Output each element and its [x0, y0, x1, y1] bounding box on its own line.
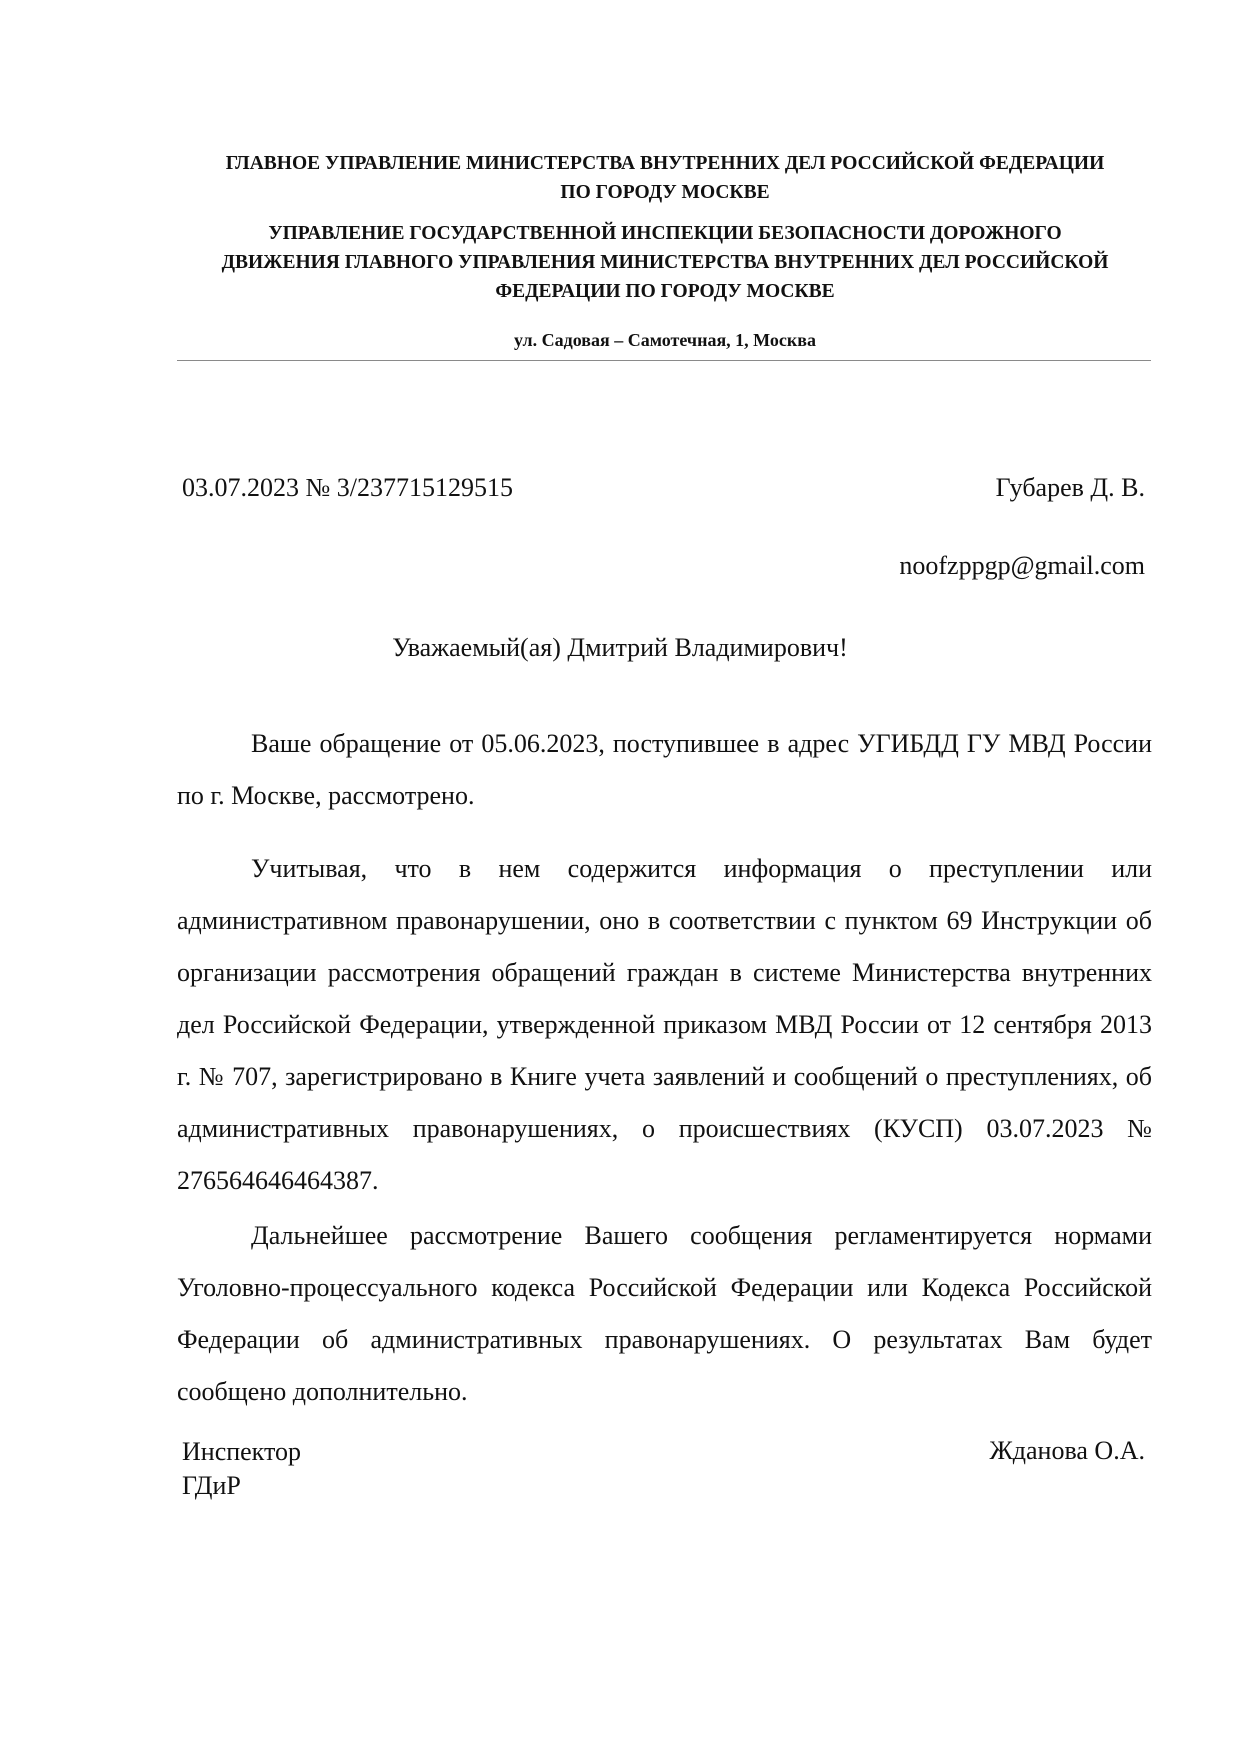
registration-number: 03.07.2023 № 3/237715129515: [182, 473, 514, 502]
agency-address: ул. Садовая – Самотечная, 1, Москва: [513, 330, 817, 350]
division-name-line-2: ДВИЖЕНИЯ ГЛАВНОГО УПРАВЛЕНИЯ МИНИСТЕРСТВА ВНУТРЕННИХ ДЕЛ РОССИЙСКОЙ: [221, 252, 1109, 273]
division-name-line-1: УПРАВЛЕНИЕ ГОСУДАРСТВЕННОЙ ИНСПЕКЦИИ БЕЗОПАСНОСТИ ДОРОЖНОГО: [268, 223, 1062, 244]
body-paragraph: Ваше обращение от 05.06.2023, поступившее в адрес УГИБДД ГУ МВД России по г. Москве, рассмотрено.: [177, 729, 1152, 810]
body-paragraph-3-block: [177, 1210, 1152, 1418]
signatory-name: Жданова О.А.: [989, 1436, 1145, 1465]
recipient-name: Губарев Д. В.: [995, 473, 1145, 502]
body-paragraph-2-block: [177, 843, 1152, 1207]
agency-name-line-1: ГЛАВНОЕ УПРАВЛЕНИЕ МИНИСТЕРСТВА ВНУТРЕННИХ ДЕЛ РОССИЙСКОЙ ФЕДЕРАЦИИ: [225, 153, 1105, 174]
greeting: Уважаемый(ая) Дмитрий Владимирович!: [392, 633, 848, 662]
header-divider: [177, 360, 1151, 361]
division-name-line-3: ФЕДЕРАЦИИ ПО ГОРОДУ МОСКВЕ: [495, 281, 835, 302]
signatory-position: [182, 1435, 301, 1503]
agency-name-line-2: ПО ГОРОДУ МОСКВЕ: [560, 182, 770, 203]
body-paragraph: Учитывая, что в нем содержится информация о преступлении или административном правонарушении, оно в соответствии с пунктом 69 Инструкции об организации рассмотрения обращений граждан в системе Министерства внутренних дел Российской Федерации, утвержденной приказом МВД России от 12 сентября 2013 г. № 707, зарегистрировано в Книге учета заявлений и сообщений о преступлениях, об административных правонарушениях, о происшествиях (КУСП) 03.07.2023 № 276564646464387.: [177, 854, 1152, 1195]
recipient-email: noofzppgp@gmail.com: [899, 551, 1145, 580]
body-paragraph: Дальнейшее рассмотрение Вашего сообщения регламентируется нормами Уголовно-процессуального кодекса Российской Федерации или Кодекса Российской Федерации об административных правонарушениях. О результатах Вам будет сообщено дополнительно.: [177, 1221, 1152, 1406]
agency-header: [170, 149, 1160, 207]
signatory-position-line-2: ГДиР: [182, 1471, 241, 1500]
body-paragraph-1-block: [177, 718, 1152, 822]
signatory-position-line-1: Инспектор: [182, 1437, 301, 1466]
division-header: [170, 219, 1160, 306]
